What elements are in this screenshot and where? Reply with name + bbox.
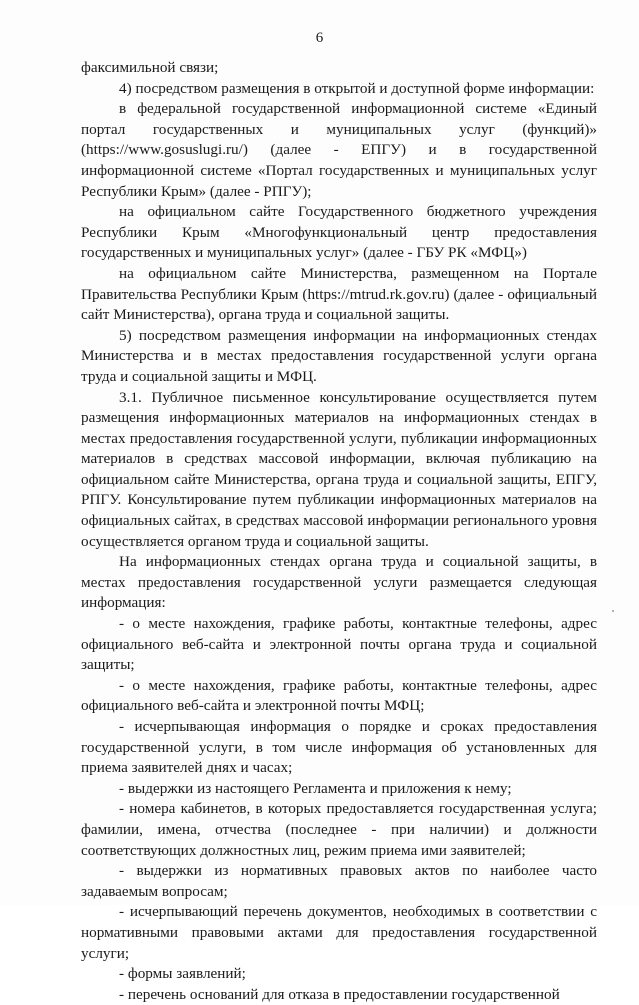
paragraph-3-1: 3.1. Публичное письменное консультирование осуществляется путем размещения информационных материалов на информационных стендах в местах предоставления государственной услуги, публикации информационных материалов в средствах массовой информации, включая публикацию на официальном сайте Министерства, органа труда и социальной защиты, ЕПГУ, РПГУ. Консультирование путем публикации информационных материалов на официальных сайтах, в средствах массовой информации регионального уровня осуществляется органом труда и социальной защиты. — [81, 388, 597, 550]
list-item-regulation-excerpts: - выдержки из настоящего Регламента и приложения к нему; — [119, 779, 512, 797]
paragraph-item-5: 5) посредством размещения информации на информационных стендах Министерства и в местах предоставления государственной услуги органа труда и социальной защиты и МФЦ. — [81, 326, 597, 385]
paragraph-item-4: 4) посредством размещения в открытой и доступной форме информации: — [119, 79, 595, 97]
list-item-procedure-info: - исчерпывающая информация о порядке и сроках предоставления государственной услуги, в том числе информация об установленных для приема заявителей днях и часах; — [81, 718, 597, 777]
paragraph-fax-continuation: факсимильной связи; — [81, 59, 219, 76]
document-body — [81, 58, 597, 1005]
page-number: 6 — [315, 30, 324, 46]
scan-speck — [612, 610, 614, 612]
paragraph-stands-intro: На информационных стендах органа труда и социальной защиты, в местах предоставления государственной услуги размещается следующая информация: — [81, 553, 597, 612]
list-item-location-authority: - о месте нахождения, графике работы, контактные телефоны, адрес официального веб-сайта и электронной почты органа труда и социальной защиты; — [81, 615, 597, 674]
list-item-legal-excerpts: - выдержки из нормативных правовых актов по наиболее часто задаваемым вопросам; — [81, 862, 597, 900]
paragraph-mfc-site: на официальном сайте Государственного бюджетного учреждения Республики Крым «Многофункциональный центр предоставления государственных и муниципальных услуг» (далее - ГБУ РК «МФЦ») — [81, 203, 597, 262]
list-item-application-forms: - формы заявлений; — [119, 965, 246, 983]
list-item-refusal-grounds: - перечень оснований для отказа в предоставлении государственной — [119, 985, 560, 1003]
paragraph-epgu: в федеральной государственной информационной системе «Единый портал государственных и муниципальных услуг (функций)» (https://www.gosuslugi.ru/) (далее - ЕПГУ) и в государственной информационной системе «Портал государственных и муниципальных услуг Республики Крым» (далее - РПГУ); — [81, 100, 597, 200]
list-item-location-mfc: - о месте нахождения, графике работы, контактные телефоны, адрес официального веб-сайта и электронной почты МФЦ; — [81, 676, 597, 715]
list-item-office-numbers: - номера кабинетов, в которых предоставляется государственная услуга; фамилии, имена, отчества (последнее - при наличии) и должности соответствующих должностных лиц, режим приема ими заявителей; — [81, 800, 597, 859]
paragraph-ministry-site: на официальном сайте Министерства, размещенном на Портале Правительства Республики Крым (https://mtrud.rk.gov.ru) (далее - официальный сайт Министерства), органа труда и социальной защиты. — [81, 264, 597, 324]
list-item-documents-list: - исчерпывающий перечень документов, необходимых в соответствии с нормативными правовыми актами для предоставления государственной услуги; — [81, 903, 597, 962]
